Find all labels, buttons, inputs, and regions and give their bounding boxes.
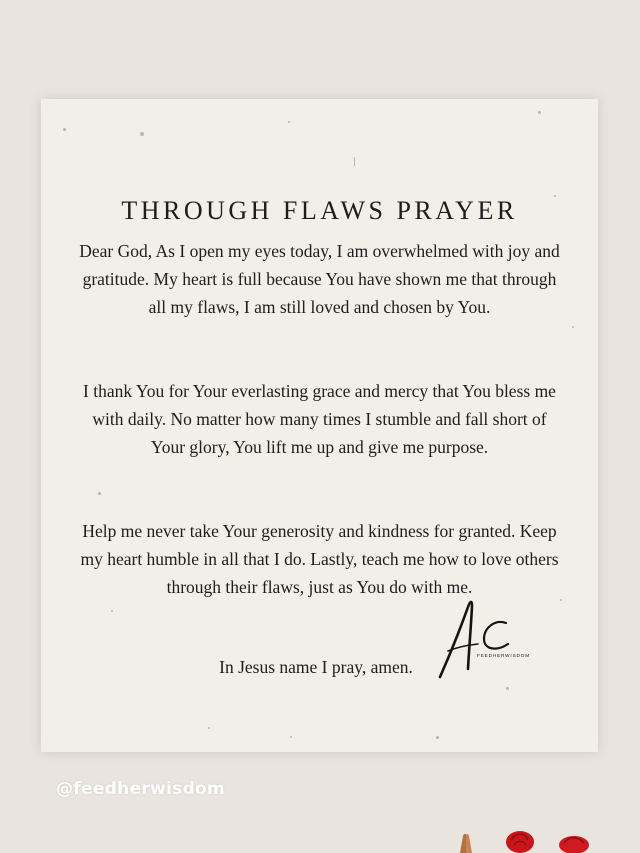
praying-hands-icon: [460, 834, 472, 853]
prayer-closing: In Jesus name I pray, amen.: [219, 657, 413, 677]
paper-speck: [63, 128, 66, 131]
rose-icon: [506, 831, 534, 853]
prayer-paragraph-2: I thank You for Your everlasting grace and mercy that You bless me with daily. No matter how many times I stumble and fall short of Your glory, You lift me up and give me purpose.: [83, 381, 556, 457]
paper-speck: [354, 157, 355, 166]
prayer-paragraph-1: Dear God, As I open my eyes today, I am overwhelmed with joy and gratitude. My heart is full because You have shown me that through all my flaws, I am still loved and chosen by You.: [79, 241, 560, 317]
paper-speck: [290, 736, 292, 738]
paper-speck: [436, 736, 439, 739]
logo-tagline: FEEDHERWISDOM: [477, 653, 530, 658]
rose-icon: [559, 836, 589, 853]
prayer-card: [41, 99, 598, 752]
social-handle: @feedherwisdom: [56, 779, 226, 799]
paper-speck: [506, 687, 509, 690]
paper-speck: [208, 727, 210, 729]
paper-speck: [572, 326, 574, 328]
prayer-title: THROUGH FLAWS PRAYER: [121, 196, 518, 225]
paper-speck: [560, 599, 562, 601]
paper-speck: [538, 111, 541, 114]
prayer-paragraph-3: Help me never take Your generosity and kindness for granted. Keep my heart humble in all that I do. Lastly, teach me how to love others through their flaws, just as You do with me.: [80, 521, 559, 597]
ac-monogram-logo: [434, 597, 534, 681]
paper-speck: [140, 132, 144, 136]
paper-speck: [111, 610, 113, 612]
paper-speck: [288, 121, 290, 123]
emoji-row: [456, 828, 606, 853]
paper-speck: [98, 492, 101, 495]
